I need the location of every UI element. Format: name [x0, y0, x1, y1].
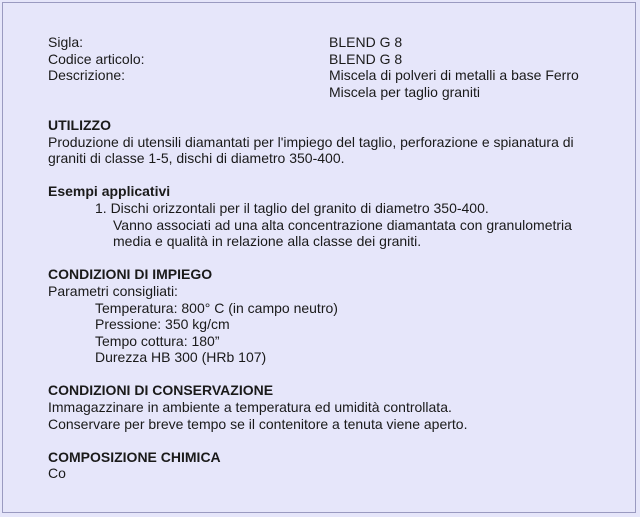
descrizione-row	[48, 67, 608, 84]
utilizzo-text-1: Produzione di utensili diamantati per l'impiego del taglio, perforazione e spianatura di	[48, 133, 574, 150]
sigla-row	[48, 34, 608, 51]
conservazione-heading: CONDIZIONI DI CONSERVAZIONE	[48, 382, 274, 399]
descrizione-label: Descrizione:	[48, 67, 126, 84]
param-durezza: Durezza HB 300 (HRb 107)	[95, 349, 267, 366]
sigla-label: Sigla:	[48, 34, 84, 50]
codice-row	[48, 51, 608, 68]
utilizzo-heading: UTILIZZO	[48, 116, 111, 133]
esempi-item-1-detail-2: media e qualità in relazione alla classe dei graniti.	[113, 233, 422, 250]
impiego-intro: Parametri consigliati:	[48, 282, 178, 299]
descrizione-value-1: Miscela di polveri di metalli a base Ferro	[329, 67, 579, 84]
codice-value: BLEND G 8	[329, 50, 403, 67]
esempi-heading: Esempi applicativi	[48, 183, 171, 200]
esempi-item-1: 1. Dischi orizzontali per il taglio del granito di diametro 350-400.	[95, 199, 489, 216]
composizione-heading: COMPOSIZIONE CHIMICA	[48, 448, 221, 465]
esempi-item-1-detail-1: Vanno associati ad una alta concentrazione diamantata con granulometria	[113, 216, 572, 233]
param-pressione: Pressione: 350 kg/cm	[95, 316, 230, 333]
sigla-value: BLEND G 8	[329, 34, 403, 50]
conservazione-text-2: Conservare per breve tempo se il contenitore a tenuta viene aperto.	[48, 415, 468, 432]
param-tempo-cottura: Tempo cottura: 180”	[95, 332, 220, 349]
param-temperatura: Temperatura: 800° C (in campo neutro)	[95, 299, 338, 316]
impiego-heading: CONDIZIONI DI IMPIEGO	[48, 266, 213, 283]
conservazione-text-1: Immagazzinare in ambiente a temperatura ed umidità controllata.	[48, 399, 452, 416]
document-content	[48, 34, 608, 482]
descrizione-row-2	[48, 84, 608, 101]
composizione-value: Co	[48, 465, 66, 482]
codice-label: Codice articolo:	[48, 50, 145, 67]
descrizione-value-2: Miscela per taglio graniti	[329, 83, 480, 100]
utilizzo-text-2: graniti di classe 1-5, dischi di diametro 350-400.	[48, 150, 345, 167]
